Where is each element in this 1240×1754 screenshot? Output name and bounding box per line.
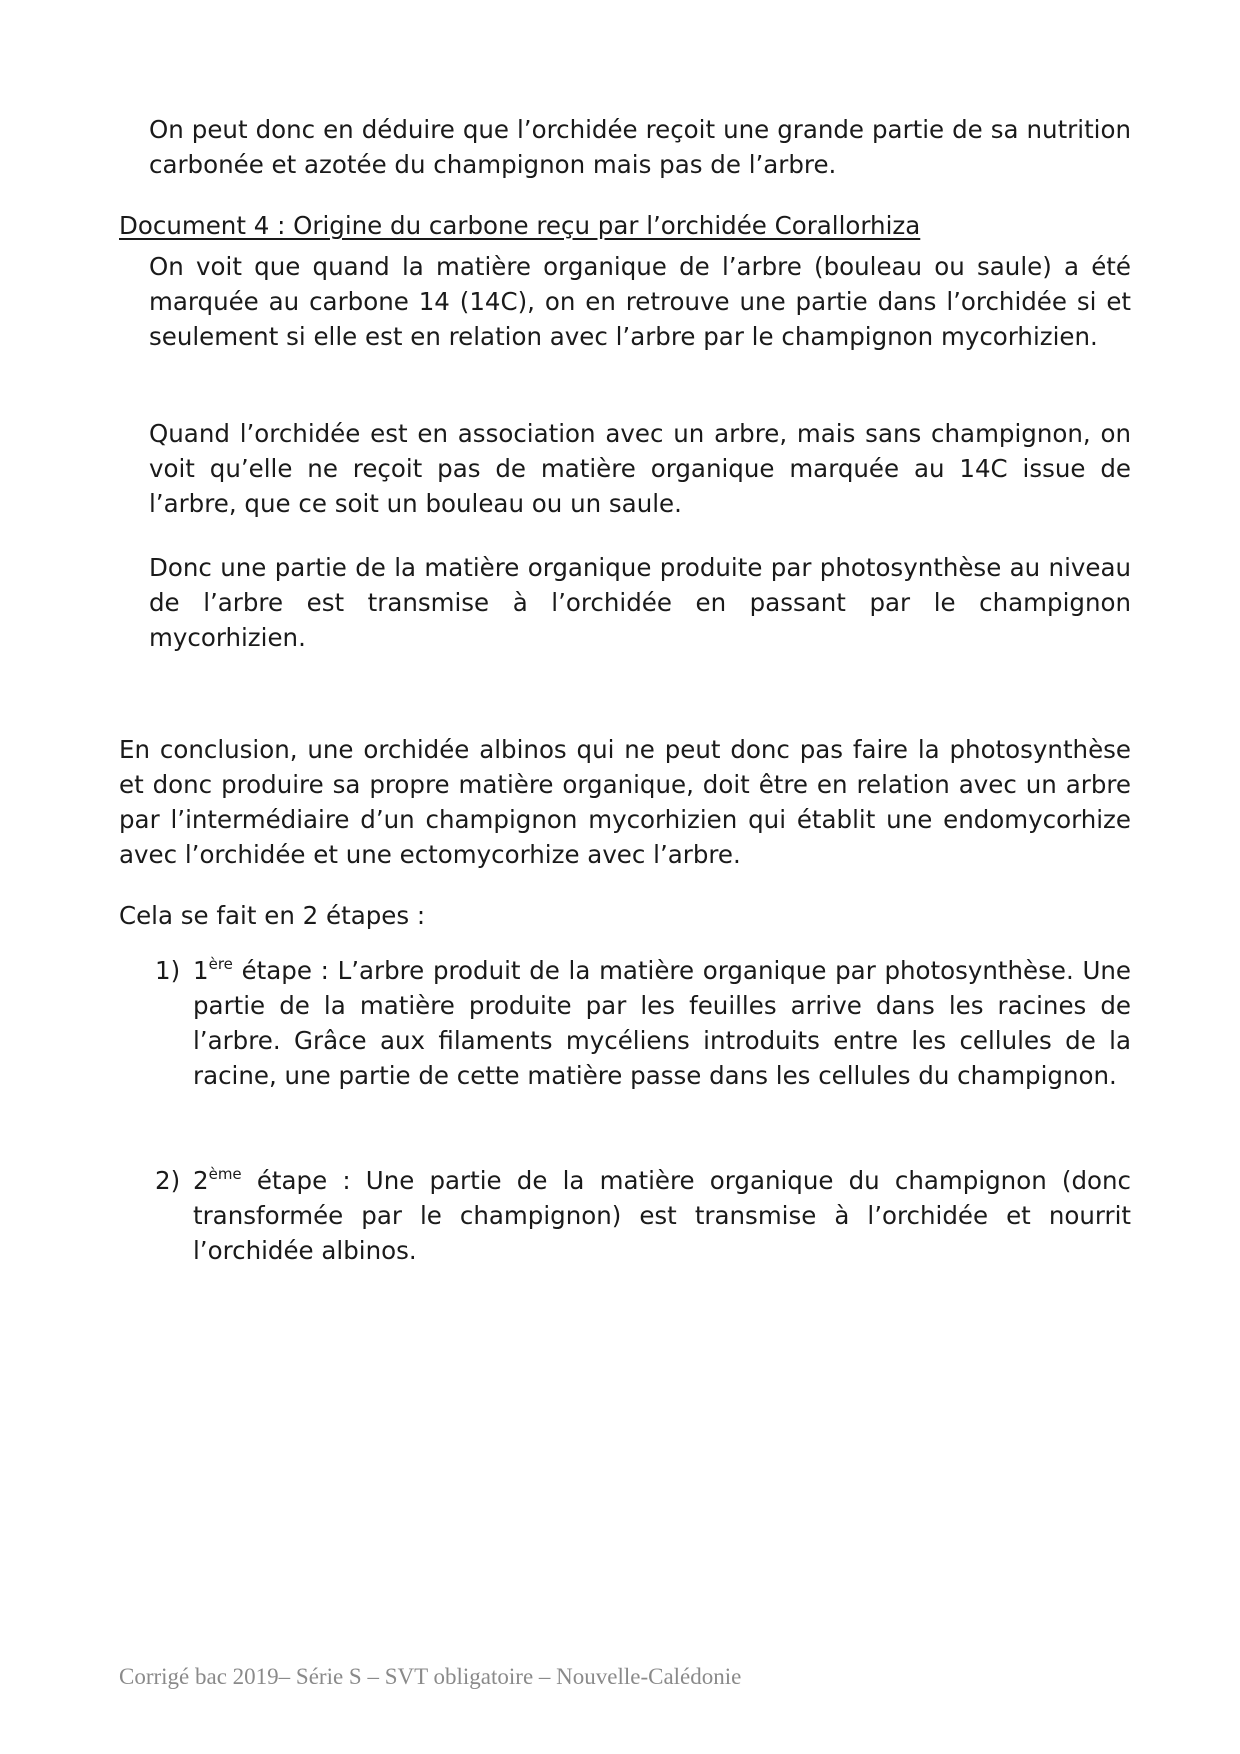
step-1-ordinal: 1 (193, 956, 209, 985)
step-2-body (193, 1163, 1131, 1268)
step-1-body (193, 953, 1131, 1093)
conclusion-paragraph: En conclusion, une orchidée albinos qui ne peut donc pas faire la photosynthèse et donc produire sa propre matière organique, doit être en relation avec un arbre par l’intermédiaire d’un champignon mycorhizien qui établit une endomycorhize avec l’orchidée et une ectomycorhize avec l’arbre. (119, 735, 1131, 869)
step-2-ordinal-suffix: ème (208, 1165, 242, 1183)
page-footer: Corrigé bac 2019– Série S – SVT obligatoire – Nouvelle-Calédonie (119, 1664, 742, 1689)
steps-intro: Cela se fait en 2 étapes : (119, 901, 426, 930)
step-2-text: étape : Une partie de la matière organique du champignon (donc transformée par le champignon) est transmise à l’orchidée et nourrit l’orchidée albinos. (193, 1166, 1131, 1265)
document-4-paragraph-2: Quand l’orchidée est en association avec un arbre, mais sans champignon, on voit qu’elle ne reçoit pas de matière organique marquée au 14C issue de l’arbre, que ce soit un bouleau ou un saule. (149, 419, 1131, 518)
step-2-number: 2) (155, 1166, 181, 1195)
step-1-ordinal-suffix: ère (208, 955, 233, 973)
document-4-paragraph-3: Donc une partie de la matière organique produite par photosynthèse au niveau de l’arbre est transmise à l’orchidée en passant par le champignon mycorhizien. (149, 553, 1131, 652)
step-1-text: étape : L’arbre produit de la matière organique par photosynthèse. Une partie de la matière produite par les feuilles arrive dans les racines de l’arbre. Grâce aux filaments mycéliens introduits entre les cellules de la racine, une partie de cette matière passe dans les cellules du champignon. (193, 956, 1131, 1090)
step-1-number: 1) (155, 956, 181, 985)
document-4-heading: Document 4 : Origine du carbone reçu par l’orchidée Corallorhiza (119, 211, 921, 240)
step-2-ordinal: 2 (193, 1166, 209, 1195)
intro-paragraph: On peut donc en déduire que l’orchidée reçoit une grande partie de sa nutrition carbonée et azotée du champignon mais pas de l’arbre. (149, 115, 1131, 179)
document-4-paragraph-1: On voit que quand la matière organique de l’arbre (bouleau ou saule) a été marquée au carbone 14 (14C), on en retrouve une partie dans l’orchidée si et seulement si elle est en relation avec l’arbre par le champignon mycorhizien. (149, 252, 1131, 351)
step-2 (155, 1163, 1131, 1268)
step-1 (155, 953, 1131, 1093)
